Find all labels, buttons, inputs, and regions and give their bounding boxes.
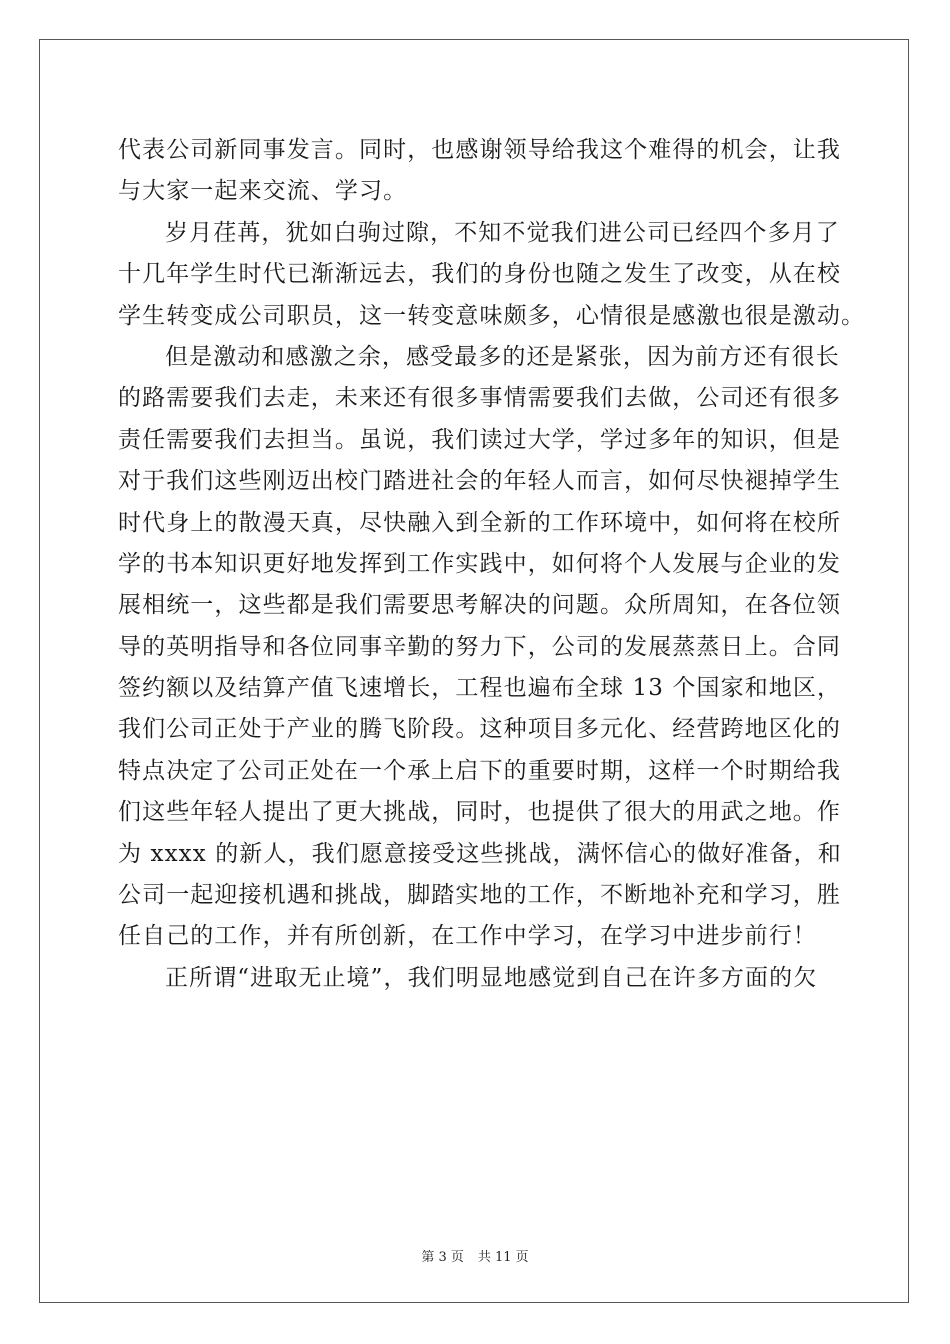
document-body (118, 130, 866, 999)
text-line: 导的英明指导和各位同事辛勤的努力下，公司的发展蒸蒸日上。合同 (118, 633, 841, 660)
text-line: 的路需要我们去走，未来还有很多事情需要我们去做，公司还有很多 (118, 385, 841, 412)
text-line: 与大家一起来交流、学习。 (118, 178, 408, 205)
text-line: 为 xxxx 的新人，我们愿意接受这些挑战，满怀信心的做好准备，和 (118, 840, 842, 867)
text-line: 我们公司正处于产业的腾飞阶段。这种项目多元化、经营跨地区化的 (118, 716, 841, 743)
text-line: 代表公司新同事发言。同时，也感谢领导给我这个难得的机会，让我 (118, 137, 841, 163)
text-line: 学生转变成公司职员，这一转变意味颇多，心情很是感激也很是激动。 (118, 302, 866, 329)
text-line: 正所谓“进取无止境”，我们明显地感觉到自己在许多方面的欠 (165, 964, 818, 991)
text-line: 签约额以及结算产值飞速增长，工程也遍布全球 13 个国家和地区， (118, 675, 842, 702)
text-line: 特点决定了公司正处在一个承上启下的重要时期，这样一个时期给我 (118, 757, 841, 784)
text-line: 责任需要我们去担当。虽说，我们读过大学，学过多年的知识，但是 (118, 426, 841, 453)
text-line: 展相统一，这些都是我们需要思考解决的问题。众所周知，在各位领 (118, 592, 841, 619)
text-line: 岁月荏苒，犹如白驹过隙，不知不觉我们进公司已经四个多月了 (165, 219, 840, 246)
text-line: 学的书本知识更好地发挥到工作实践中，如何将个人发展与企业的发 (118, 550, 841, 577)
text-line: 们这些年轻人提出了更大挑战，同时，也提供了很大的用武之地。作 (118, 799, 841, 826)
text-line: 十几年学生时代已渐渐远去，我们的身份也随之发生了改变，从在校 (118, 261, 841, 288)
page-number-total: 共 11 页 (477, 1250, 529, 1265)
page-footer (0, 1246, 950, 1265)
page-number-current: 第 3 页 (421, 1250, 464, 1265)
text-line: 但是激动和感激之余，感受最多的还是紧张，因为前方还有很长 (165, 343, 840, 370)
text-line: 时代身上的散漫天真，尽快融入到全新的工作环境中，如何将在校所 (118, 509, 841, 536)
text-line: 任自己的工作，并有所创新，在工作中学习，在学习中进步前行！ (118, 923, 817, 950)
text-line: 对于我们这些刚迈出校门踏进社会的年轻人而言，如何尽快褪掉学生 (118, 468, 841, 495)
text-line: 公司一起迎接机遇和挑战，脚踏实地的工作，不断地补充和学习，胜 (118, 882, 841, 909)
